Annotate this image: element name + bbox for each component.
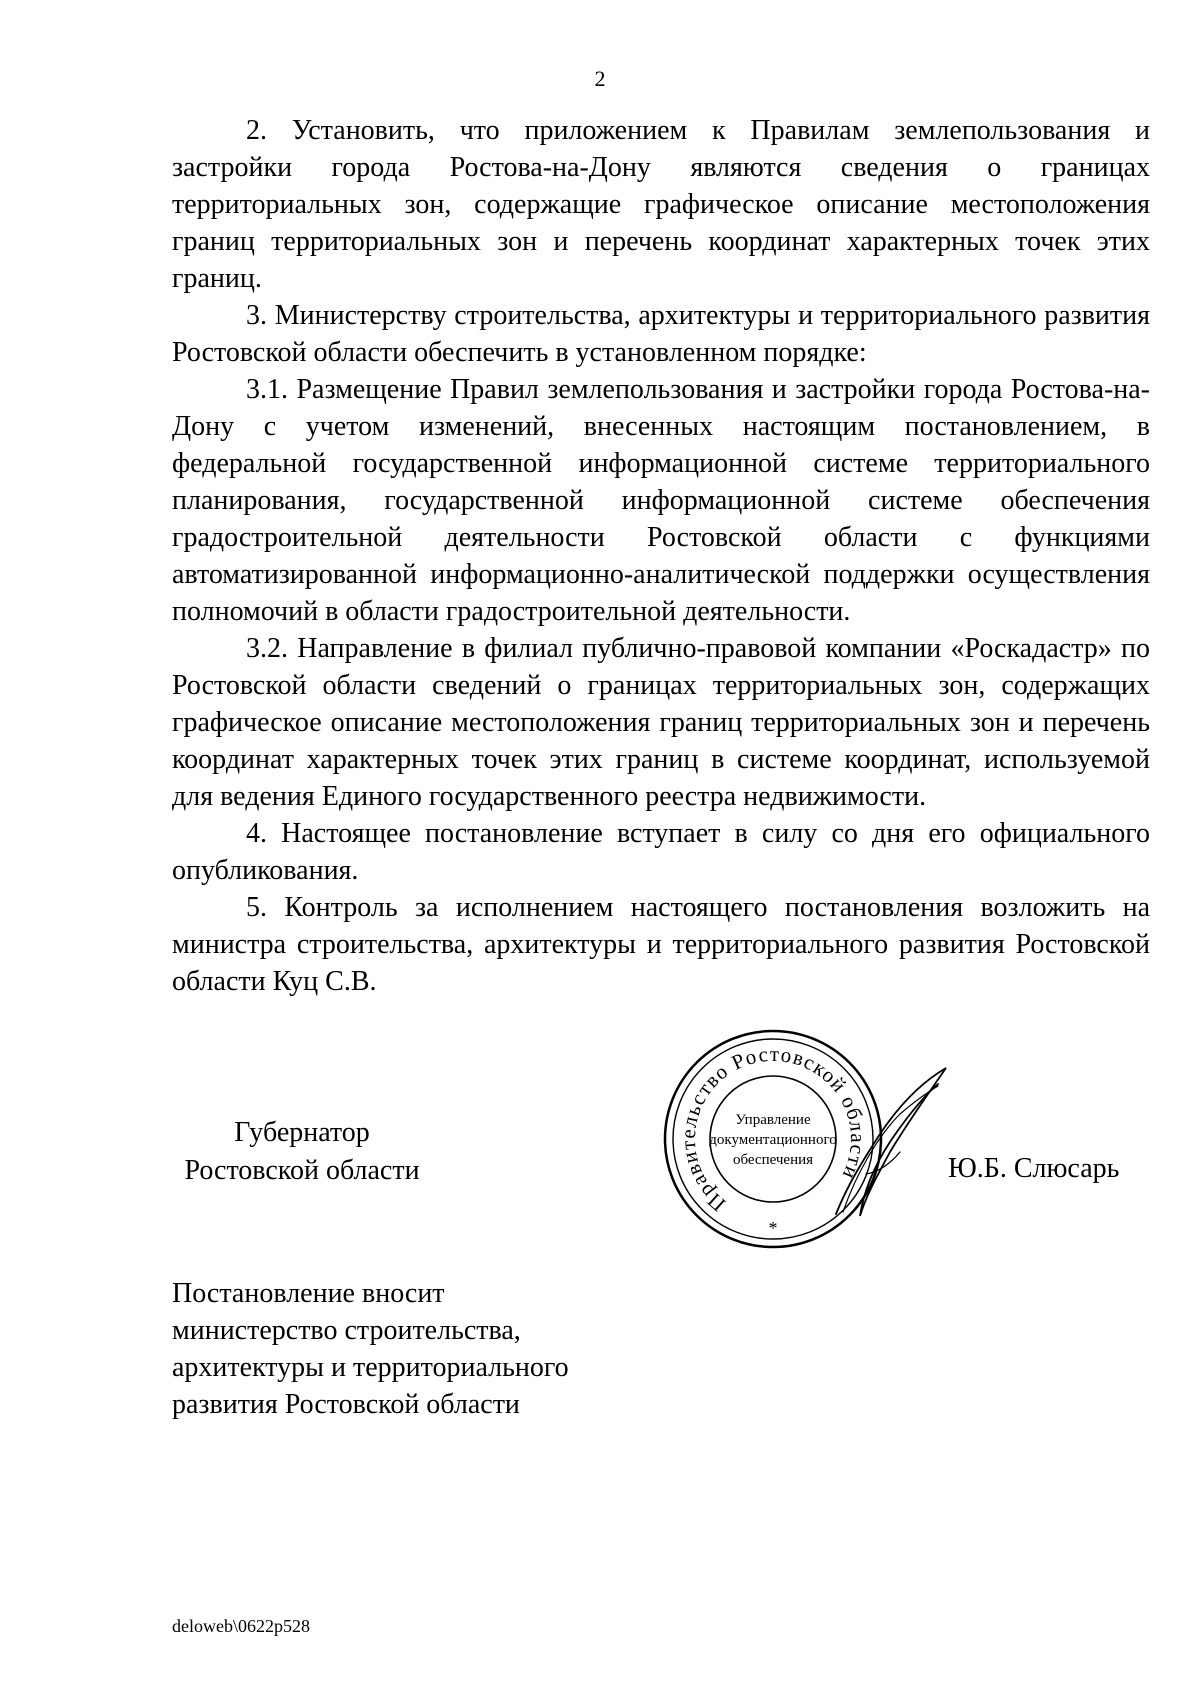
paragraph-3-2: 3.2. Направление в филиал публично-правовой компании «Роскадастр» по Ростовской области сведений о границах территориальных зон, содержащих графическое описание местоположения границ территориальных зон и перечень координат характерных точек этих границ в системе координат, используемой для ведения Единого государственного реестра недвижимости. xyxy=(172,633,1150,812)
submitter-line: министерство строительства, xyxy=(172,1315,521,1346)
seal-outer-text-path: Правительство Ростовской области xyxy=(675,1041,871,1217)
submitter-line: Постановление вносит xyxy=(172,1278,445,1309)
paragraph-5: 5. Контроль за исполнением настоящего постановления возложить на министра строительства, архитектуры и территориального развития Ростовской области Куц С.В. xyxy=(172,892,1150,997)
signatory-name: Ю.Б. Слюсарь xyxy=(948,1153,1120,1184)
body-text xyxy=(172,112,1150,1000)
paragraph-3-1: 3.1. Размещение Правил землепользования и застройки города Ростова-на-Дону с учетом изменений, внесенных настоящим постановлением, в федеральной государственной информационной системе территориального планирования, государственной информационной системе обеспечения градостроительной деятельности Ростовской области с функциями автоматизированной информационно-аналитической поддержки осуществления полномочий в области градостроительной деятельности. xyxy=(172,374,1150,627)
seal-graphic xyxy=(638,1024,968,1250)
submitter-line: развития Ростовской области xyxy=(172,1389,520,1420)
signatory-position xyxy=(172,1114,432,1190)
signature-block xyxy=(0,1030,1200,1260)
paragraph-3: 3. Министерству строительства, архитектуры и территориального развития Ростовской области обеспечить в установленном порядке: xyxy=(172,300,1150,368)
official-seal xyxy=(638,1024,968,1250)
seal-inner-line: обеспечения xyxy=(732,1152,814,1168)
signatory-position-line: Губернатор xyxy=(234,1117,370,1148)
seal-star: * xyxy=(768,1218,778,1238)
paragraph-4: 4. Настоящее постановление вступает в силу со дня его официального опубликования. xyxy=(172,818,1150,886)
seal-inner-line: Управление xyxy=(735,1112,811,1128)
signatory-position-line: Ростовской области xyxy=(184,1155,420,1186)
seal-outer-text xyxy=(676,1042,870,1216)
paragraph-2: 2. Установить, что приложением к Правилам землепользования и застройки города Ростова-на-Дону являются сведения о границах территориальных зон, содержащие графическое описание местоположения границ территориальных зон и перечень координат характерных точек этих границ. xyxy=(172,115,1150,294)
submitter-line: архитектуры и территориального xyxy=(172,1352,569,1383)
document-code: deloweb\0622p528 xyxy=(172,1616,310,1636)
submitter-block xyxy=(172,1275,672,1423)
seal-inner-line: документационного xyxy=(709,1132,837,1148)
page-number: 2 xyxy=(594,66,606,91)
